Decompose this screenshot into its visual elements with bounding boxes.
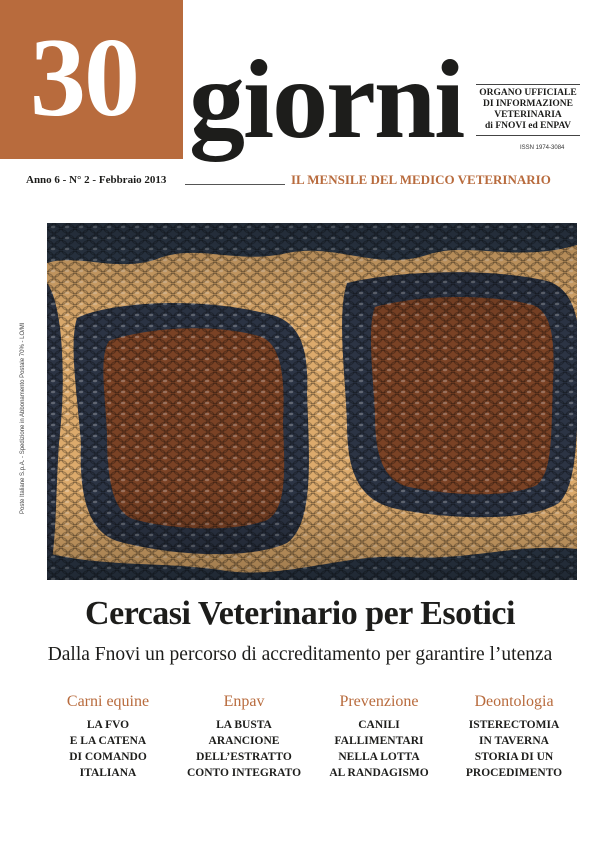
section-line: E LA CATENA [69, 735, 147, 747]
divider [185, 184, 285, 185]
section-line: CANILI [358, 719, 400, 731]
section-line: FALLIMENTARI [334, 735, 424, 747]
section-line: ITALIANA [79, 767, 137, 779]
publisher-line: DI INFORMAZIONE [483, 99, 573, 109]
section-line: PROCEDIMENTO [465, 767, 563, 779]
section-line: IN TAVERNA [479, 735, 549, 747]
section-line: STORIA DI UN [474, 751, 554, 763]
section-title: Carni equine [66, 693, 150, 710]
section-title: Deontologia [474, 693, 554, 710]
section-line: AL RANDAGISMO [329, 767, 429, 779]
section-line: ARANCIONE [208, 735, 280, 747]
publisher-line: di FNOVI ed ENPAV [485, 121, 571, 131]
masthead-number-box [0, 0, 183, 159]
section-line: DI COMANDO [69, 751, 147, 763]
section-line: LA BUSTA [216, 719, 272, 731]
tagline: IL MENSILE DEL MEDICO VETERINARIO [291, 172, 551, 187]
section-line: DELL’ESTRATTO [196, 751, 292, 763]
postal-notice: Poste Italiane S.p.A. - Spedizione in Abbonamento Postale 70% - LO/MI [20, 322, 26, 514]
section-line: CONTO INTEGRATO [186, 767, 302, 779]
section-title: Enpav [223, 693, 265, 710]
issn: ISSN 1974-3084 [520, 145, 565, 151]
section-enpav [178, 693, 310, 781]
publisher-block [476, 84, 580, 136]
section-line: LA FVO [86, 719, 130, 731]
publisher-line: VETERINARIA [494, 110, 562, 120]
section-carni-equine [42, 693, 174, 781]
cover-subheadline: Dalla Fnovi un percorso di accreditamento per garantire l’utenza [47, 644, 553, 665]
section-deontologia [448, 693, 580, 781]
section-line: ISTERECTOMIA [468, 719, 560, 731]
section-title: Prevenzione [339, 693, 419, 710]
masthead-title: giorni [189, 38, 464, 162]
masthead-number: 30 [30, 16, 138, 140]
section-line: NELLA LOTTA [338, 751, 420, 763]
publisher-line: ORGANO UFFICIALE [479, 88, 577, 98]
divider [476, 135, 580, 136]
cover-photo-snake-skin [47, 223, 577, 580]
issue-info: Anno 6 - N° 2 - Febbraio 2013 [26, 174, 167, 186]
cover-headline: Cercasi Veterinario per Esotici [85, 595, 515, 632]
section-prevenzione [313, 693, 445, 781]
